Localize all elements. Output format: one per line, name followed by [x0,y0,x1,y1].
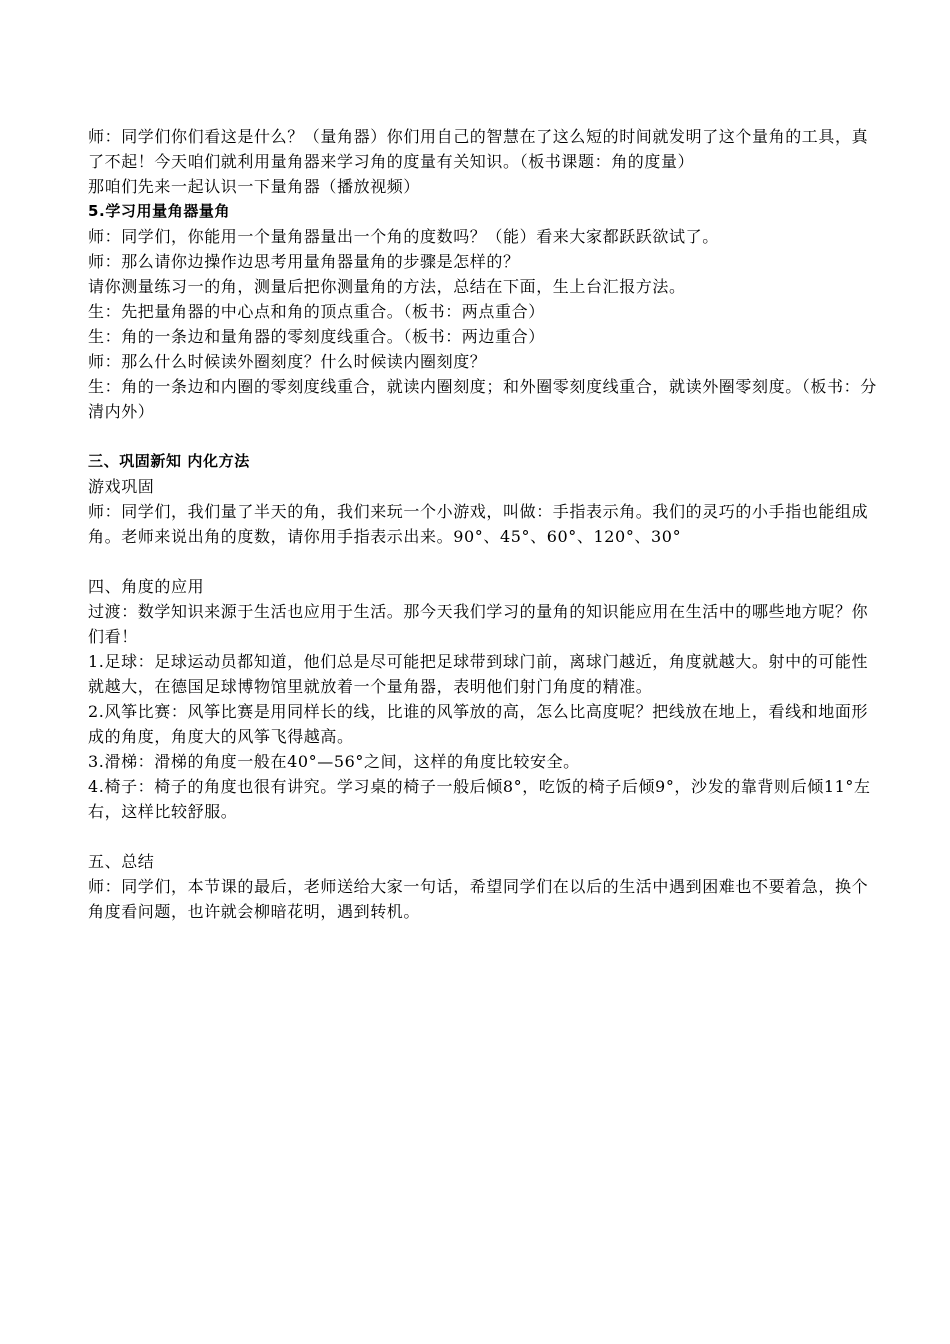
paragraph: 过渡：数学知识来源于生活也应用于生活。那今天我们学习的量角的知识能应用在生活中的哪些地方呢？你们看！ [88,602,869,646]
paragraph: 游戏巩固 [88,477,155,496]
blank-line [88,824,878,849]
paragraph: 师：同学们，本节课的最后，老师送给大家一句话，希望同学们在以后的生活中遇到困难也不要着急，换个角度看问题，也许就会柳暗花明，遇到转机。 [88,877,869,921]
section-heading: 三、巩固新知 内化方法 [88,452,250,470]
paragraph: 生：角的一条边和量角器的零刻度线重合。（板书：两边重合） [88,327,545,346]
list-item: 2.风筝比赛：风筝比赛是用同样长的线，比谁的风筝放的高，怎么比高度呢？把线放在地上，看线和地面形成的角度，角度大的风筝飞得越高。 [88,702,869,746]
paragraph: 生：先把量角器的中心点和角的顶点重合。（板书：两点重合） [88,302,545,321]
blank-line [88,549,878,574]
paragraph: 师：同学们，你能用一个量角器量出一个角的度数吗？（能）看来大家都跃跃欲试了。 [88,227,719,246]
blank-line [88,424,878,449]
section-heading: 四、角度的应用 [88,577,205,596]
paragraph: 请你测量练习一的角，测量后把你测量角的方法，总结在下面，生上台汇报方法。 [88,277,686,296]
paragraph: 师：那么什么时候读外圈刻度？什么时候读内圈刻度？ [88,352,487,371]
paragraph: 那咱们先来一起认识一下量角器（播放视频） [88,177,421,196]
paragraph: 师：那么请你边操作边思考用量角器量角的步骤是怎样的？ [88,252,520,271]
section-heading: 五、总结 [88,852,155,871]
document-body [88,124,878,924]
paragraph: 师：同学们你们看这是什么？（量角器）你们用自己的智慧在了这么短的时间就发明了这个量角的工具，真了不起！今天咱们就利用量角器来学习角的度量有关知识。（板书课题：角的度量） [88,127,869,171]
paragraph: 师：同学们，我们量了半天的角，我们来玩一个小游戏，叫做：手指表示角。我们的灵巧的小手指也能组成角。老师来说出角的度数，请你用手指表示出来。90°、45°、60°、120°、30° [88,502,869,546]
paragraph: 生：角的一条边和内圈的零刻度线重合，就读内圈刻度；和外圈零刻度线重合，就读外圈零刻度。（板书：分清内外） [88,377,877,421]
list-item: 1.足球：足球运动员都知道，他们总是尽可能把足球带到球门前，离球门越近，角度就越大。射中的可能性就越大，在德国足球博物馆里就放着一个量角器，表明他们射门角度的精准。 [88,652,869,696]
subheading: 5.学习用量角器量角 [88,202,231,220]
list-item: 4.椅子：椅子的角度也很有讲究。学习桌的椅子一般后倾8°，吃饭的椅子后倾9°，沙发的靠背则后倾11°左右，这样比较舒服。 [88,777,871,821]
list-item: 3.滑梯：滑梯的角度一般在40°—56°之间，这样的角度比较安全。 [88,752,580,771]
